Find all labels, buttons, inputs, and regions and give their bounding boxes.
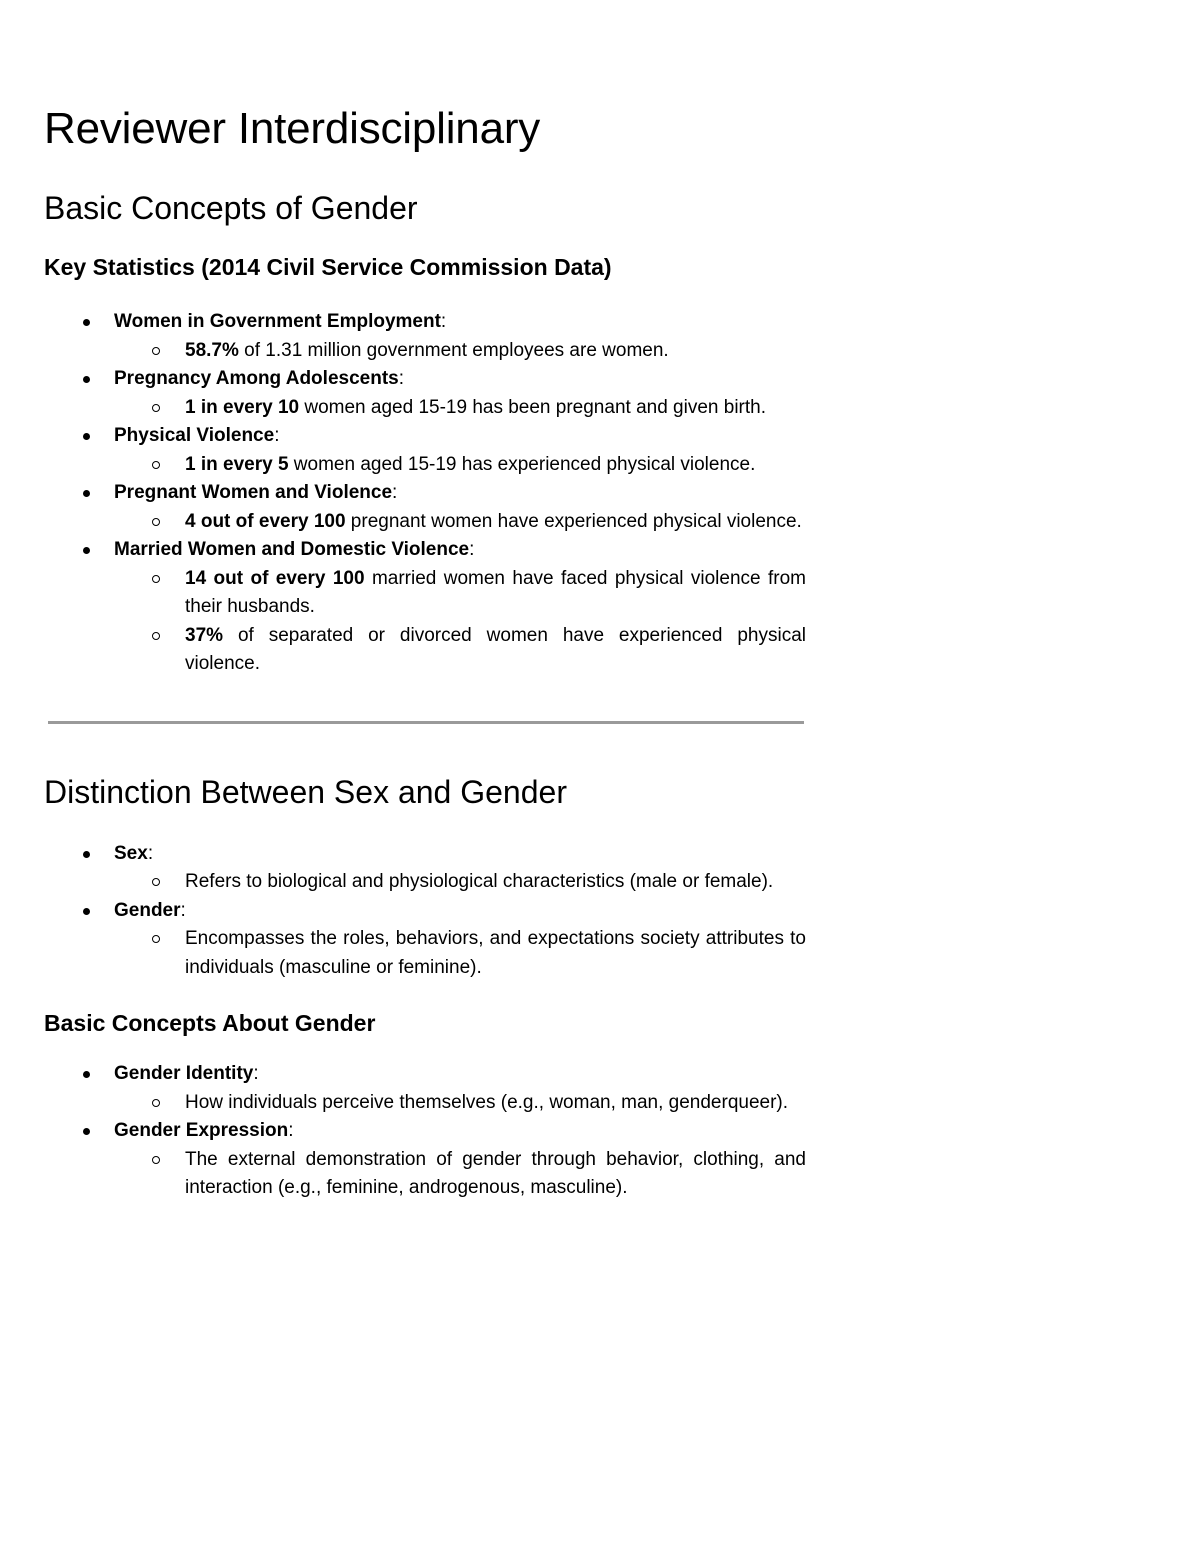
list-item-term: Gender: [114, 899, 181, 921]
list-item: Pregnant Women and Violence: 4 out of every 100 pregnant women have experienced physical violence.: [44, 479, 806, 536]
list-item: Married Women and Domestic Violence: 14 out of every 100 married women have faced physical violence from their husbands. 37% of separated or divorced women have experienced physical violence.: [44, 536, 806, 679]
subheading-basic-concepts-about-gender: Basic Concepts About Gender: [44, 1010, 376, 1036]
sub-list-item: How individuals perceive themselves (e.g., woman, man, genderqueer).: [44, 1089, 806, 1118]
statistic-value: 4 out of every 100: [185, 510, 346, 532]
horizontal-divider: [48, 721, 804, 724]
statistic-value: 58.7%: [185, 339, 239, 361]
key-statistics-list: [44, 308, 806, 679]
sub-list-item: 37% of separated or divorced women have experienced physical violence.: [44, 622, 806, 679]
sub-list-item: Refers to biological and physiological characteristics (male or female).: [44, 868, 806, 897]
list-item: Women in Government Employment: 58.7% of 1.31 million government employees are women.: [44, 308, 806, 365]
list-item-term: Pregnancy Among Adolescents: [114, 368, 399, 389]
list-item: Gender Expression: The external demonstration of gender through behavior, clothing, and interaction (e.g., feminine, androgenous, masculine).: [44, 1117, 806, 1203]
list-item: Sex: Refers to biological and physiological characteristics (male or female).: [44, 840, 806, 897]
list-item: Pregnancy Among Adolescents: 1 in every 10 women aged 15-19 has been pregnant and given birth.: [44, 365, 806, 422]
list-item-term: Women in Government Employment: [114, 311, 441, 332]
sub-list-item: The external demonstration of gender through behavior, clothing, and interaction (e.g., feminine, androgenous, masculine).: [44, 1146, 806, 1203]
subheading-key-statistics: Key Statistics (2014 Civil Service Commission Data): [44, 254, 612, 280]
sex-gender-list: [44, 840, 806, 983]
sub-list-item: 4 out of every 100 pregnant women have experienced physical violence.: [44, 508, 806, 537]
statistic-value: 37%: [185, 624, 224, 646]
list-item: Gender Identity: How individuals perceive themselves (e.g., woman, man, genderqueer).: [44, 1060, 806, 1117]
list-item-term: Sex: [114, 842, 148, 864]
list-item-term: Gender Expression: [114, 1120, 289, 1141]
gender-concepts-list: [44, 1060, 806, 1203]
list-item-term: Gender Identity: [114, 1063, 254, 1084]
statistic-value: 14 out of every 100: [185, 567, 365, 589]
sub-list-item: 58.7% of 1.31 million government employees are women.: [44, 337, 806, 366]
document-content: [44, 100, 806, 1203]
sub-list-item: 1 in every 10 women aged 15-19 has been pregnant and given birth.: [44, 394, 806, 423]
list-item-term: Married Women and Domestic Violence: [114, 539, 470, 560]
list-item-term: Physical Violence: [114, 425, 275, 446]
sub-list-item: 14 out of every 100 married women have faced physical violence from their husbands.: [44, 565, 806, 622]
section-heading-basic-concepts-of-gender: Basic Concepts of Gender: [44, 190, 418, 226]
list-item: Physical Violence: 1 in every 5 women aged 15-19 has experienced physical violence.: [44, 422, 806, 479]
list-item: Gender: Encompasses the roles, behaviors, and expectations society attributes to individuals (masculine or feminine).: [44, 897, 806, 983]
sub-list-item: Encompasses the roles, behaviors, and expectations society attributes to individuals (masculine or feminine).: [44, 925, 806, 982]
statistic-value: 1 in every 5: [185, 453, 289, 475]
document-title: Reviewer Interdisciplinary: [44, 104, 541, 153]
section-heading-sex-and-gender: Distinction Between Sex and Gender: [44, 773, 567, 810]
statistic-value: 1 in every 10: [185, 396, 300, 418]
list-item-term: Pregnant Women and Violence: [114, 482, 393, 503]
sub-list-item: 1 in every 5 women aged 15-19 has experienced physical violence.: [44, 451, 806, 480]
